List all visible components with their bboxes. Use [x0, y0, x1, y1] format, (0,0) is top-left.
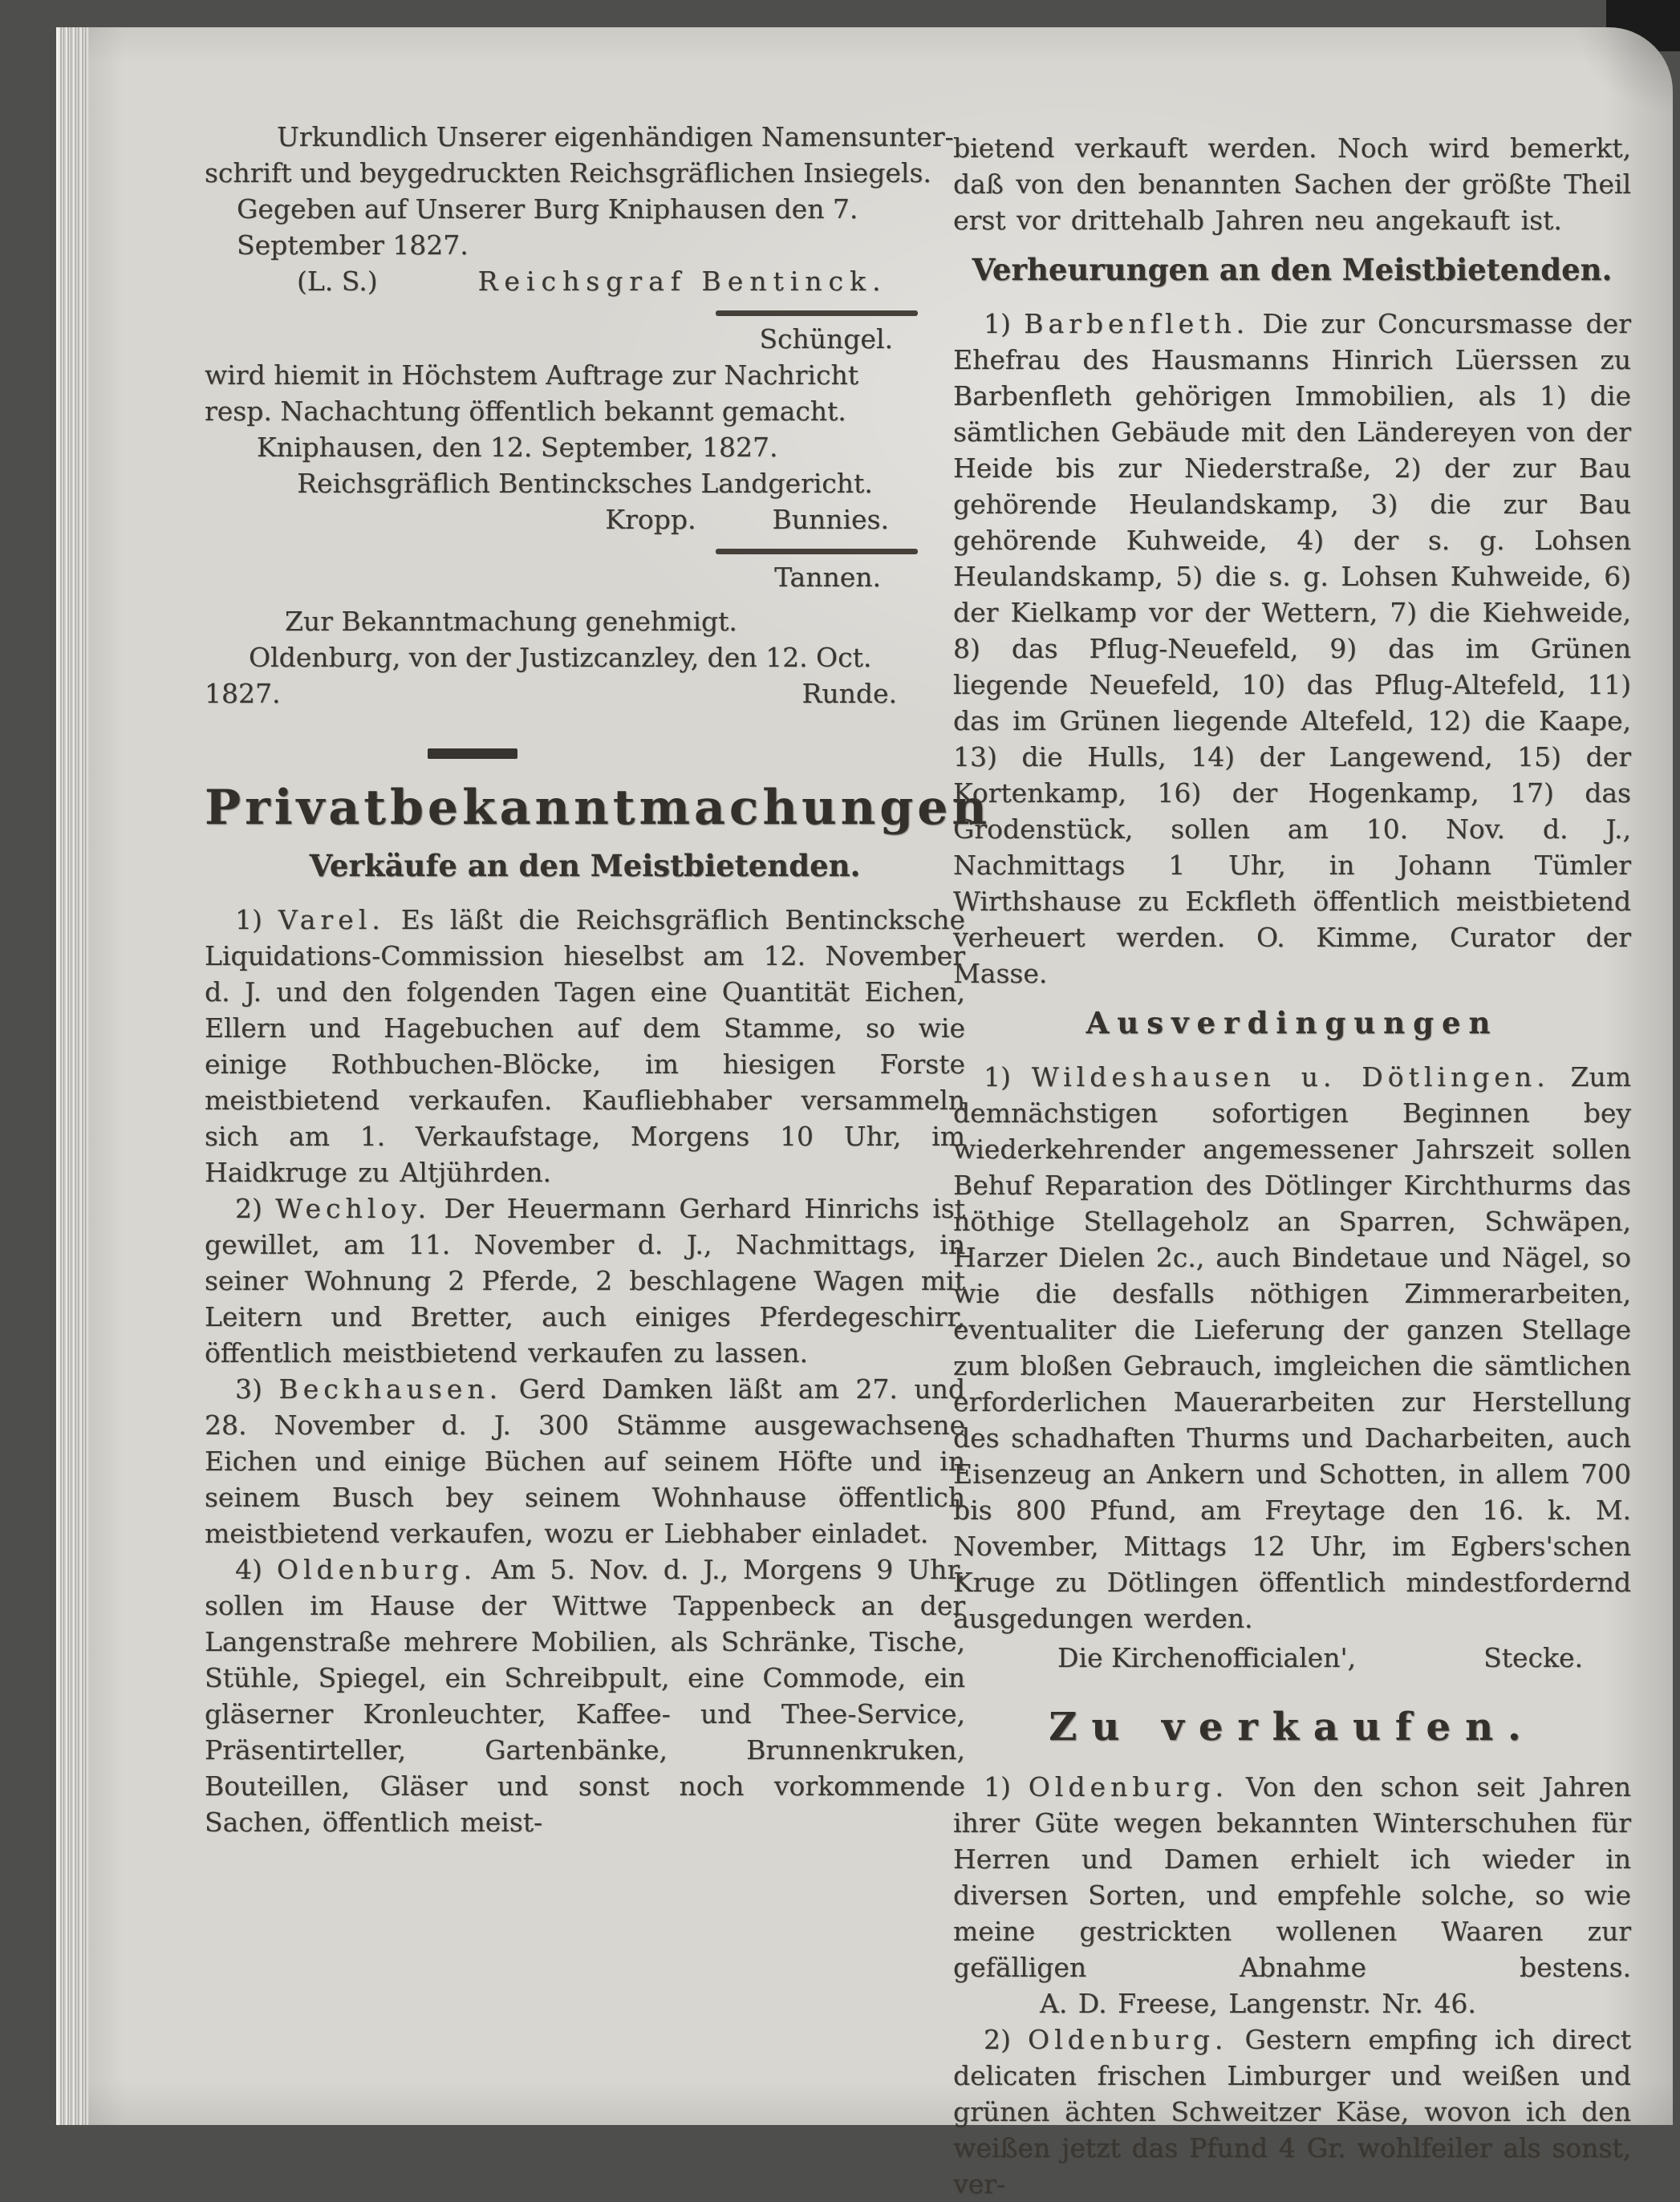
approval-note: Zur Bekanntmachung genehmigt. — [285, 606, 737, 637]
notice-text: Gestern empfing ich direct delicaten frischen Limburger und weißen und grünen ächten Schweitzer Käse, wovon ich den weißen jetzt das Pfund 4 Gr. wohlfeiler als sonst, ver- — [953, 2024, 1631, 2200]
notice-number: 1) — [984, 308, 1011, 339]
court-name-line: Reichsgräflich Bentincksches Landgericht. — [297, 468, 873, 499]
court-signatures-row — [205, 501, 965, 537]
seal-mark: (L. S.) — [297, 266, 378, 297]
notice-number: 1) — [235, 904, 262, 935]
section-heading-zu-verkaufen: Zu verkaufen. — [1049, 1705, 1536, 1750]
approval-year-row — [205, 675, 965, 712]
notice-text: Gerd Damken läßt am 27. und 28. November d. J. 300 Stämme ausgewachsene Eichen und einige Büchen auf seinem Höfte und in seinem Busch bey seinem Wohnhause öffentlich meistbietend verkaufen, wozu er Liebhaber einladet. — [205, 1373, 966, 1549]
proclamation-line-2: resp. Nachachtung öffentlich bekannt gemacht. — [205, 395, 846, 427]
notice-wechloy — [205, 1190, 965, 1371]
attestation-line-1: Urkundlich Unserer eigenhändigen Namensunter- — [277, 121, 954, 152]
notice-varel — [205, 902, 965, 1190]
newspaper-page — [88, 27, 1673, 2200]
signature-bunnies: Bunnies. — [772, 504, 889, 535]
notice-number: 1) — [984, 1771, 1011, 1803]
subsection-heading-ausverdingungen: Ausverdingungen — [1086, 1005, 1499, 1040]
notice-place: Oldenburg. — [276, 1554, 477, 1585]
notice-text: Von den schon seit Jahren ihrer Güte wegen bekannten Winterschuhen für Herren und Damen erhielt ich wieder in diversen Sorten, und empfehle solche, so wie meine gestrickten wollenen Waaren zur gefälligen Abnahme bestens. — [953, 1771, 1631, 1983]
kirchenofficialen-signature-row — [953, 1640, 1631, 1676]
notice-number: 1) — [984, 1061, 1011, 1093]
notice-place: Oldenburg. — [1028, 2024, 1228, 2055]
attestation-line-2: schrift und beygedruckten Reichsgräflichen Insiegels. — [205, 157, 931, 189]
signature-rule-2 — [716, 549, 918, 554]
signature-tannen: Tannen. — [774, 562, 881, 593]
section-divider-bar — [428, 748, 517, 759]
given-line-1: Gegeben auf Unserer Burg Kniphausen den 7. — [237, 193, 858, 225]
sale-notice-kaese — [953, 2022, 1631, 2202]
notice-number: 3) — [235, 1373, 262, 1405]
notice-place: Oldenburg. — [1028, 1771, 1229, 1803]
proclamation-line-1: wird hiemit in Höchstem Auftrage zur Nachricht — [205, 359, 858, 391]
notice-place: Wechloy. — [275, 1193, 431, 1224]
sale-notice-winterschuhe — [953, 1769, 1631, 2022]
signature-kropp: Kropp. — [605, 504, 696, 535]
notice-text: Am 5. Nov. d. J., Morgens 9 Uhr, sollen im Hause der Wittwe Tappenbeck an der Langenstraße mehrere Mobilien, als Schränke, Tische, Stühle, Spiegel, ein Schreibpult, eine Commode, ein gläserner Kronleuchter, Kaffee- und Thee-Service, Präsentirteller, Gartenbänke, Brunnenkruken, Bouteillen, Gläser und sonst noch vorkommende Sachen, öffentlich meist- — [205, 1554, 966, 1838]
notice-place: Wildeshausen u. Dötlingen. — [1031, 1061, 1550, 1093]
subsection-heading-verkaeufe: Verkäufe an den Meistbietenden. — [309, 848, 861, 883]
signature-runde: Runde. — [801, 678, 897, 709]
signature-freese: A. D. Freese, Langenstr. Nr. 46. — [1040, 1988, 1476, 2019]
kirchenofficialen-label: Die Kirchenofficialen', — [1057, 1642, 1357, 1673]
continuation-paragraph: bietend verkauft werden. Noch wird bemerkt, daß von den benannten Sachen der größte Theil erst vor drittehalb Jahren neu angekauft ist. — [953, 132, 1631, 236]
notice-beckhausen — [205, 1371, 965, 1551]
notice-text: Zum demnächstigen sofortigen Beginnen bey wiederkehrender angemessener Jahrszeit sollen Behuf Reparation des Dötlinger Kirchthurms das nöthige Stellageholz an Sparren, Schwäpen, Harzer Dielen 2c., auch Bindetaue und Nägel, so wie die desfalls nöthigen Zimmerarbeiten, eventualiter die Lieferung der ganzen Stellage zum bloßen Gebrauch, imgleichen die sämtlichen erforderlichen Mauerarbeiten zur Herstellung des schadhaften Thurms und Dacharbeiten, auch Eisenzeug an Ankern und Schotten, in allem 700 bis 800 Pfund, am Freytage den 16. k. M. November, Mittags 12 Uhr, im Egbers'schen Kruge zu Dötlingen öffentlich mindestfordernd ausgedungen werden. — [953, 1061, 1631, 1634]
notice-text: Die zur Concursmasse der Ehefrau des Hausmanns Hinrich Lüerssen zu Barbenfleth gehörigen Immobilien, als 1) die sämtlichen Gebäude mit den Ländereyen von der Heide bis zur Niederstraße, 2) der zur Bau gehörende Heulandskamp, 3) die zur Bau gehörende Kuhweide, 4) der s. g. Lohsen Heulandskamp, 5) die s. g. Lohsen Kuhweide, 6) der Kielkamp vor der Wettern, 7) die Kiehweide, 8) das Pflug-Neuefeld, 9) das im Grünen liegende Neuefeld, 10) das Pflug-Altefeld, 11) das im Grünen liegende Altefeld, 12) die Kaape, 13) die Hulls, 14) der Langewend, 15) der Kortenkamp, 16) der Hogenkamp, 17) das Grodenstück, sollen am 10. Nov. d. J., Nachmittags 1 Uhr, in Johann Tümler Wirthshause zu Eckfleth öffentlich meistbietend verheuert werden. O. Kimme, Curator der Masse. — [953, 308, 1631, 989]
book-gutter-edge — [56, 27, 92, 2125]
approval-year: 1827. — [205, 678, 281, 709]
notice-place: Barbenfleth. — [1024, 308, 1250, 339]
countersignature-schuengel: Schüngel. — [759, 323, 893, 355]
notice-number: 2) — [984, 2024, 1011, 2055]
signature-bentinck: Reichsgraf Bentinck. — [477, 266, 887, 297]
right-column — [953, 130, 1631, 2202]
approval-line-1: Oldenburg, von der Justizcanzley, den 12. Oct. — [249, 642, 872, 673]
notice-barbenfleth — [953, 306, 1631, 992]
notice-oldenburg-auction — [205, 1551, 965, 1840]
kniphausen-date-line: Kniphausen, den 12. September, 1827. — [257, 432, 778, 463]
notice-text: Es läßt die Reichsgräflich Bentincksche Liquidations-Commission hieselbst am 12. November d. J. und den folgenden Tagen eine Quantität Eichen, Ellern und Hagebuchen auf dem Stamme, so wie einige Rothbuchen-Blöcke, im hiesigen Forste meistbietend verkaufen. Kaufliebhaber versammeln sich am 1. Verkaufstage, Morgens 10 Uhr, im Haidkruge zu Altjührden. — [205, 904, 965, 1188]
notice-place: Varel. — [278, 904, 385, 935]
notice-text: Der Heuermann Gerhard Hinrichs ist gewillet, am 11. November d. J., Nachmittags, in seiner Wohnung 2 Pferde, 2 beschlagene Wagen mit Leitern und Bretter, auch einiges Pferdegeschirr, öffentlich meistbietend verkaufen zu lassen. — [205, 1193, 965, 1369]
notice-place: Beckhausen. — [278, 1373, 503, 1405]
signature-stecke: Stecke. — [1483, 1642, 1583, 1673]
seal-signature-row — [205, 263, 965, 299]
given-line-2: September 1827. — [237, 229, 469, 261]
notice-number: 2) — [235, 1193, 262, 1224]
left-column — [205, 119, 992, 1840]
notice-wildeshausen-doetlingen — [953, 1059, 1631, 1636]
notice-number: 4) — [235, 1554, 262, 1585]
signature-rule-1 — [716, 310, 918, 316]
subsection-heading-verheurungen: Verheurungen an den Meistbietenden. — [972, 252, 1613, 287]
section-heading-privatbekanntmachungen: Privatbekanntmachungen — [205, 780, 992, 836]
